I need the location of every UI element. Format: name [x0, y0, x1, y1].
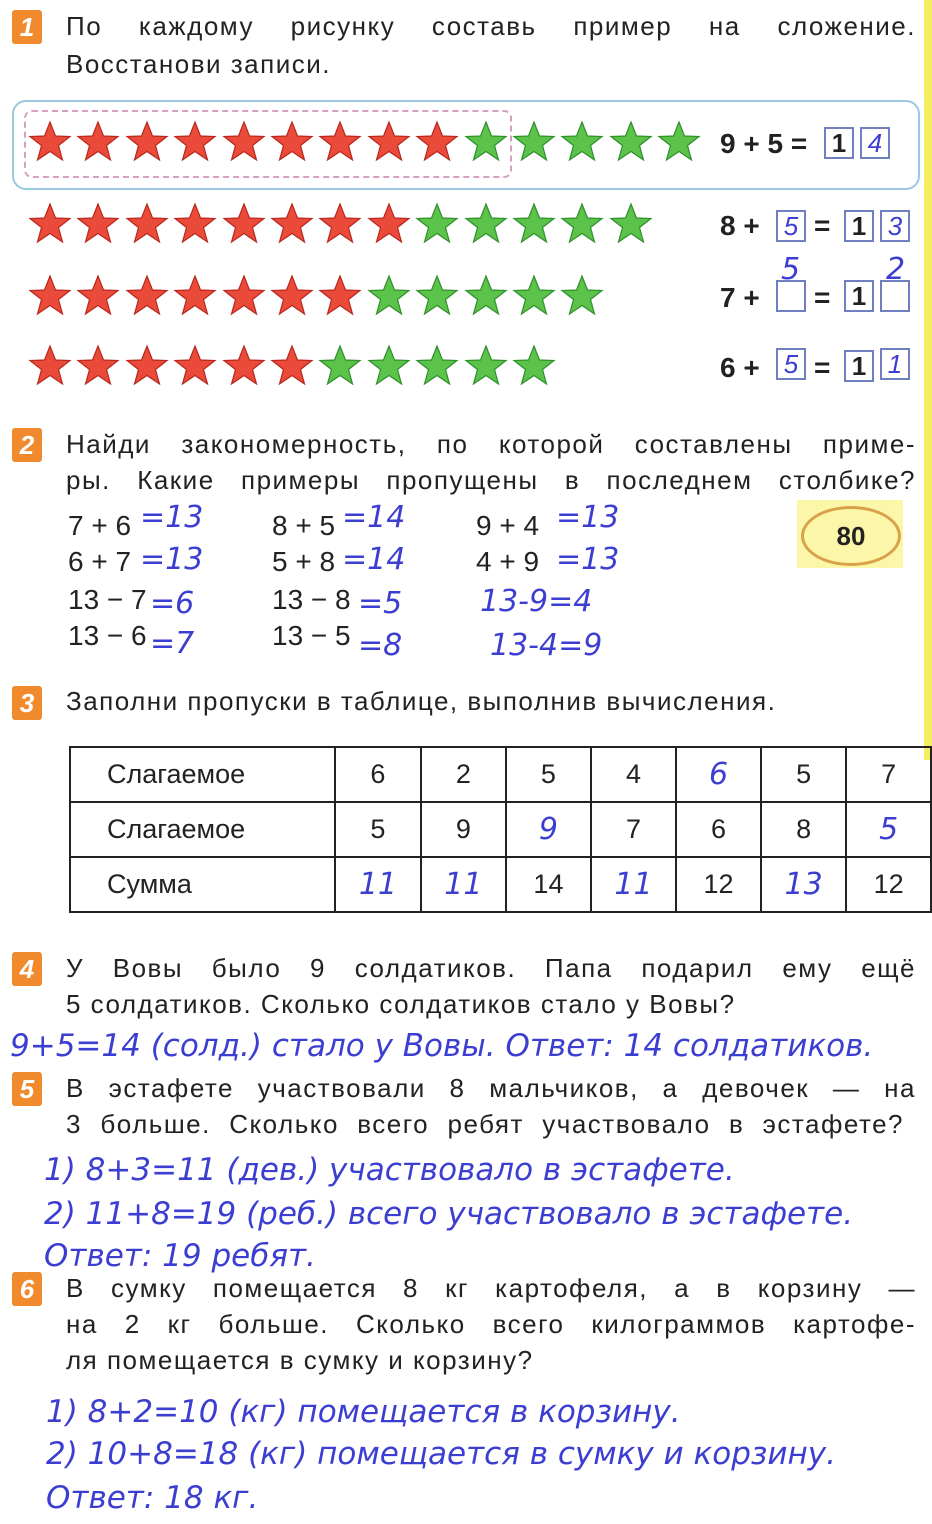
task6-answer-step2: 2) 10+8=18 (кг) помещается в сумку и корзину.	[46, 1436, 837, 1472]
task-number-badge: 2	[12, 428, 42, 462]
table-cell: 2	[421, 747, 506, 802]
equals-sign: =	[814, 282, 831, 313]
ones-handwritten: 2	[886, 252, 906, 287]
handwritten-cell: 9	[506, 802, 591, 857]
task6-line3: ля помещается в сумку и корзину?	[66, 1345, 534, 1375]
table-cell: 6	[676, 802, 761, 857]
row-label: Сумма	[70, 857, 335, 912]
handwritten-cell: 5	[846, 802, 931, 857]
green-star-icon	[365, 342, 413, 390]
red-star-icon	[26, 272, 74, 320]
task2-line1: Найди закономерность, по которой составлены приме-	[66, 429, 916, 459]
handwritten-answer: =5	[358, 586, 403, 621]
task6-answer-step1: 1) 8+2=10 (кг) помещается в корзину.	[46, 1394, 681, 1430]
handwritten-answer: =6	[150, 586, 195, 621]
handwritten-answer: =13	[140, 542, 204, 577]
red-star-icon	[268, 272, 316, 320]
tens-box: 1	[844, 350, 874, 382]
handwritten-cell: 11	[421, 857, 506, 912]
tens-box: 1	[824, 127, 854, 159]
equation-4-lhs: 6 +	[720, 352, 760, 383]
red-star-icon	[316, 118, 364, 166]
green-star-icon	[510, 272, 558, 320]
handwritten-answer: =13	[556, 500, 620, 535]
table-row	[70, 857, 931, 912]
handwritten-cell: 11	[591, 857, 676, 912]
star-row-2	[26, 200, 655, 248]
star-row-4	[26, 342, 558, 390]
table-cell: 12	[676, 857, 761, 912]
green-star-icon	[462, 118, 510, 166]
red-star-icon	[171, 118, 219, 166]
red-star-icon	[74, 342, 122, 390]
green-star-icon	[607, 200, 655, 248]
handwritten-cell: 13	[761, 857, 846, 912]
green-star-icon	[510, 118, 558, 166]
red-star-icon	[123, 200, 171, 248]
red-star-icon	[220, 200, 268, 248]
red-star-icon	[171, 200, 219, 248]
green-star-icon	[558, 272, 606, 320]
green-star-icon	[462, 342, 510, 390]
green-star-icon	[413, 200, 461, 248]
table-cell: 7	[846, 747, 931, 802]
example: 6 + 7	[68, 546, 132, 577]
tens-box: 1	[844, 280, 874, 312]
task5-line2: 3 больше. Сколько всего ребят участвовало в эстафете?	[66, 1109, 904, 1139]
handwritten-answer: =13	[140, 500, 204, 535]
task3-text: Заполни пропуски в таблице, выполнив вычисления.	[66, 686, 777, 716]
task-number-badge: 1	[12, 10, 42, 44]
red-star-icon	[171, 342, 219, 390]
red-star-icon	[26, 118, 74, 166]
task2-line2: ры. Какие примеры пропущены в последнем столбике?	[66, 465, 916, 495]
example: 13 − 6	[68, 620, 147, 651]
red-star-icon	[268, 342, 316, 390]
task-number-badge: 6	[12, 1272, 42, 1306]
red-star-icon	[268, 200, 316, 248]
green-star-icon	[655, 118, 703, 166]
task4-answer: 9+5=14 (солд.) стало у Вовы. Ответ: 14 солдатиков.	[10, 1028, 874, 1064]
ones-box: 1	[880, 348, 910, 380]
table-cell: 5	[506, 747, 591, 802]
task6-line2: на 2 кг больше. Сколько всего килограммов картофе-	[66, 1309, 916, 1339]
table-row	[70, 802, 931, 857]
table-cell: 14	[506, 857, 591, 912]
example: 8 + 5	[272, 510, 336, 541]
handwritten-cell: 11	[335, 857, 420, 912]
red-star-icon	[268, 118, 316, 166]
handwritten-cell: 6	[676, 747, 761, 802]
green-star-icon	[413, 342, 461, 390]
example: 13 − 5	[272, 620, 351, 651]
green-star-icon	[607, 118, 655, 166]
table-cell: 12	[846, 857, 931, 912]
green-star-icon	[462, 272, 510, 320]
green-star-icon	[365, 272, 413, 320]
example: 7 + 6	[68, 510, 132, 541]
handwritten-answer: =13	[556, 542, 620, 577]
equation-1-lhs: 9 + 5 =	[720, 128, 808, 159]
red-star-icon	[316, 272, 364, 320]
task-number-badge: 5	[12, 1072, 42, 1106]
red-star-icon	[74, 118, 122, 166]
addend-box: 5	[776, 210, 806, 242]
red-star-icon	[365, 118, 413, 166]
task5-answer-step1: 1) 8+3=11 (дев.) участвовало в эстафете.	[44, 1152, 735, 1188]
red-star-icon	[413, 118, 461, 166]
red-star-icon	[74, 272, 122, 320]
example: 13 − 8	[272, 584, 351, 615]
task5-answer-step2: 2) 11+8=19 (реб.) всего участвовало в эстафете.	[44, 1196, 854, 1232]
task5-line1: В эстафете участвовали 8 мальчиков, а девочек — на	[66, 1073, 916, 1103]
equation-2-lhs: 8 +	[720, 210, 760, 241]
red-star-icon	[74, 200, 122, 248]
example: 13 − 7	[68, 584, 147, 615]
task-number-badge: 3	[12, 686, 42, 720]
task6-line1: В сумку помещается 8 кг картофеля, а в корзину —	[66, 1273, 916, 1303]
equals-sign: =	[814, 352, 831, 383]
example: 4 + 9	[476, 546, 540, 577]
equals-sign: =	[814, 210, 831, 241]
example: 5 + 8	[272, 546, 336, 577]
task1-line1: По каждому рисунку составь пример на сложение.	[66, 11, 916, 41]
table-cell: 5	[335, 802, 420, 857]
red-star-icon	[220, 342, 268, 390]
task1-line2: Восстанови записи.	[66, 49, 331, 79]
handwritten-answer: =7	[150, 626, 195, 661]
red-star-icon	[171, 272, 219, 320]
task6-answer-final: Ответ: 18 кг.	[46, 1480, 259, 1516]
table-cell: 4	[591, 747, 676, 802]
red-star-icon	[26, 342, 74, 390]
table-cell: 8	[761, 802, 846, 857]
task-number-badge: 4	[12, 952, 42, 986]
row-label: Слагаемое	[70, 802, 335, 857]
red-star-icon	[220, 272, 268, 320]
red-star-icon	[123, 272, 171, 320]
red-star-icon	[365, 200, 413, 248]
task4-line2: 5 солдатиков. Сколько солдатиков стало у Вовы?	[66, 989, 736, 1019]
red-star-icon	[220, 118, 268, 166]
green-star-icon	[413, 272, 461, 320]
addition-table	[69, 746, 932, 913]
handwritten-example: 13-4=9	[490, 628, 603, 663]
table-row	[70, 747, 931, 802]
page-number: 80	[801, 506, 901, 566]
green-star-icon	[558, 200, 606, 248]
page-edge-strip	[924, 0, 932, 760]
handwritten-answer: =14	[342, 500, 406, 535]
task4-line1: У Вовы было 9 солдатиков. Папа подарил ему ещё	[66, 953, 916, 983]
example: 9 + 4	[476, 510, 540, 541]
handwritten-example: 13-9=4	[480, 584, 593, 619]
table-cell: 5	[761, 747, 846, 802]
ones-box: 3	[880, 210, 910, 242]
page-number-badge	[797, 500, 903, 568]
green-star-icon	[316, 342, 364, 390]
equation-3-lhs: 7 +	[720, 282, 760, 313]
table-cell: 9	[421, 802, 506, 857]
table-cell: 6	[335, 747, 420, 802]
table-cell: 7	[591, 802, 676, 857]
task5-answer-final: Ответ: 19 ребят.	[44, 1238, 316, 1274]
red-star-icon	[26, 200, 74, 248]
handwritten-answer: =14	[342, 542, 406, 577]
star-row-1	[26, 118, 703, 166]
green-star-icon	[510, 200, 558, 248]
tens-box: 1	[844, 210, 874, 242]
red-star-icon	[123, 342, 171, 390]
green-star-icon	[558, 118, 606, 166]
star-row-3	[26, 272, 607, 320]
red-star-icon	[316, 200, 364, 248]
green-star-icon	[462, 200, 510, 248]
red-star-icon	[123, 118, 171, 166]
row-label: Слагаемое	[70, 747, 335, 802]
handwritten-answer: =8	[358, 628, 403, 663]
addend-handwritten: 5	[781, 252, 801, 287]
addend-box: 5	[776, 348, 806, 380]
ones-box: 4	[860, 127, 890, 159]
green-star-icon	[510, 342, 558, 390]
